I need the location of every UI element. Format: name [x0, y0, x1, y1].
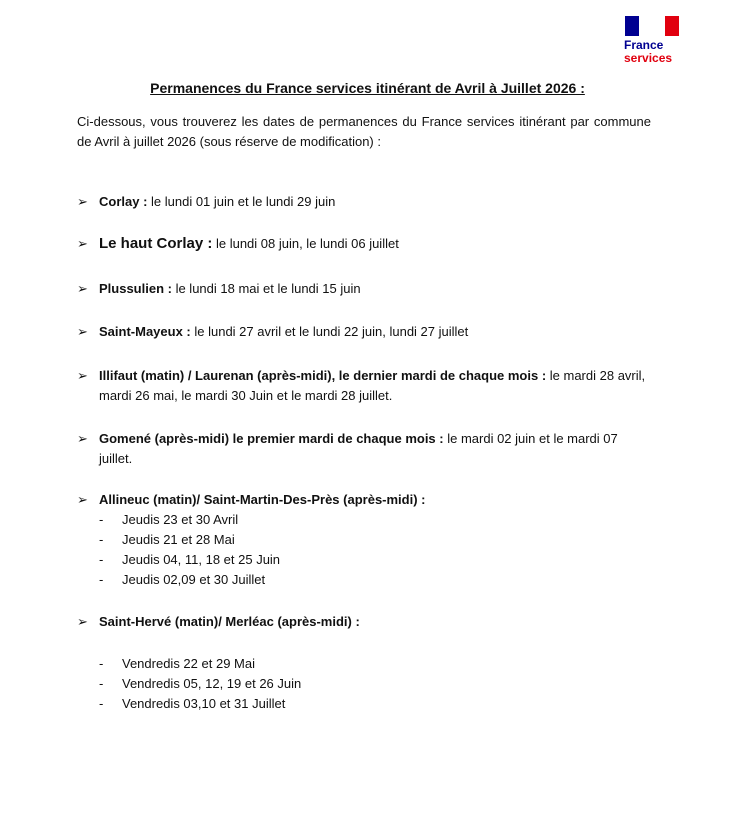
arrow-bullet-icon: ➢: [77, 324, 88, 339]
arrow-bullet-icon: ➢: [77, 431, 88, 446]
dates-text: le mardi 28 avril, mardi 26 mai, le mardi 30 Juin et le mardi 28 juillet.: [99, 368, 646, 403]
dates-text: le lundi 01 juin et le lundi 29 juin: [147, 194, 336, 209]
logo-line-1: France: [624, 38, 664, 52]
arrow-bullet-icon: ➢: [77, 194, 88, 209]
dates-text: le lundi 18 mai et le lundi 15 juin: [171, 281, 361, 296]
commune-label: Allineuc (matin)/ Saint-Martin-Des-Près (après-midi) :: [99, 492, 426, 507]
arrow-bullet-icon: ➢: [77, 281, 88, 296]
flag-icon: [625, 16, 677, 36]
dates-text: le lundi 27 avril et le lundi 22 juin, lundi 27 juillet: [190, 324, 469, 339]
dates-text: le mardi 02 juin et le mardi 07 juillet.: [99, 431, 618, 466]
commune-label: Gomené (après-midi) le premier mardi de chaque mois :: [99, 431, 444, 446]
dates-text: le lundi 08 juin, le lundi 06 juillet: [212, 236, 399, 251]
commune-label: Saint-Hervé (matin)/ Merléac (après-midi) :: [99, 614, 360, 629]
commune-label: Saint-Mayeux :: [99, 324, 191, 339]
logo-line-2: services: [624, 51, 673, 65]
document-title: Permanences du France services itinérant de Avril à Juillet 2026 :: [150, 80, 585, 96]
list-item-le-haut-corlay: [77, 234, 651, 254]
commune-label: Corlay :: [99, 194, 148, 209]
list-item-gomene: [77, 429, 651, 469]
arrow-bullet-icon: ➢: [77, 614, 88, 629]
intro-paragraph: Ci-dessous, vous trouverez les dates de permanences du France services itinérant par commune de Avril à juillet 2026 (sous réserve de modification) :: [77, 114, 651, 149]
commune-label: Plussulien :: [99, 281, 172, 296]
list-item-corlay: [77, 192, 651, 212]
arrow-bullet-icon: ➢: [77, 236, 88, 251]
list-item-allineuc: [77, 490, 651, 510]
france-services-logo: [622, 14, 682, 66]
list-item-illifaut-laurenan: [77, 366, 651, 406]
list-item-saint-mayeux: [77, 322, 651, 342]
list-item-saint-herve: [77, 612, 651, 632]
arrow-bullet-icon: ➢: [77, 492, 88, 507]
commune-label: Illifaut (matin) / Laurenan (après-midi), le dernier mardi de chaque mois :: [99, 368, 547, 383]
commune-label: Le haut Corlay :: [99, 235, 213, 252]
arrow-bullet-icon: ➢: [77, 368, 88, 383]
list-item-plussulien: [77, 279, 651, 299]
